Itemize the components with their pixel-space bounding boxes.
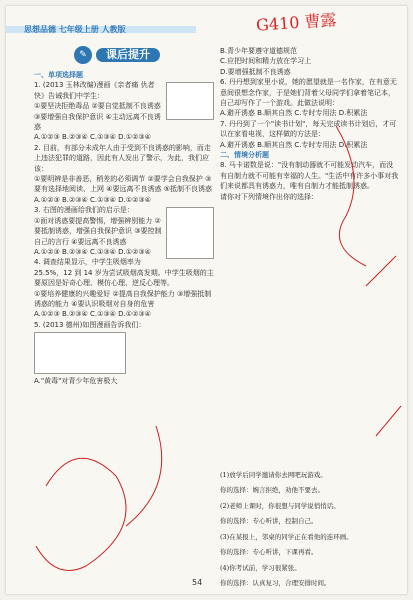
option-c: C.应把时间和精力放在学习上 <box>220 57 312 66</box>
question-8: 8. 马卡诺数是说："没有制动器就不可能发动汽车，而没有自制力就不可能有幸福的人生。"生活中有许多小事对我们来说都具有诱惑力，唯有自制力才能抵制诱惑。 <box>220 161 399 191</box>
question-2-items: ①要明辨是非善恶，稍差的必须调节 ②要学会自我保护 ③要有选择地阅读、上网 ④要远离不良诱惑 ⑤抵制不良诱惑 <box>34 175 213 194</box>
question-3-options: A.①②③ B.②③④ C.①③④ D.①②③④ <box>34 247 151 256</box>
handwritten-answers <box>220 464 400 594</box>
question-3-items: ①面对诱惑要提高警惕，增强辨别能力 ②要抵制诱惑，增强自我保护意识 ③要控制自己的言行 ④要远离不良诱惑 <box>34 216 162 246</box>
option-b: B.青少年要遵守道德规范 <box>220 47 298 55</box>
answer-line: (1)放学后同学邀请你去网吧玩游戏。 <box>220 470 327 479</box>
question-2-options: A.①②③ B.②③④ C.①③④ D.①②③④ <box>34 195 151 204</box>
handwritten-name: G410 曹露 <box>255 10 338 35</box>
pencil-icon: ✎ <box>74 46 92 64</box>
option-d: D.要增强抵制不良诱惑 <box>220 67 291 76</box>
answer-line: (3)在某报上，邻桌的同学正在看他的连环画。 <box>220 532 353 541</box>
question-6-options: A.避开诱惑 B.顺其自然 C.专时专用法 D.积累法 <box>220 109 368 118</box>
answer-line: 你的选择：婉言拒绝，劝他不要去。 <box>220 486 324 494</box>
question-2: 2. 目前，有部分未成年人由于受到不良诱惑的影响，而走上违法犯罪的道路，因此有人发出了警示，为此，我们应该： <box>34 143 211 173</box>
question-5-option-a: A."黄毒"对青少年危害极大 <box>34 377 118 386</box>
header-title: 思想品德 七年级上册 人教版 <box>24 25 126 34</box>
question-4: 4. 调查结果显示，中学生吸烟率为 25.5%，12 到 14 岁为尝试吸烟高发期。中学生吸烟的主要原因是好奇心理、模仿心理、逆反心理等。 <box>34 258 214 288</box>
question-4-options: A.①②③ B.②③④ C.①③④ D.①②③④ <box>34 310 151 319</box>
question-8-prompt: 请你对下列情境作出你的选择： <box>220 192 318 201</box>
page-number: 54 <box>192 578 203 587</box>
question-1-options: A.①②③ B.②③④ C.①③④ D.①②③④ <box>34 133 151 142</box>
right-column <box>220 46 400 202</box>
answer-line: 你的选择：专心听讲，下课再看。 <box>220 548 318 556</box>
answer-line: 你的选择：专心听讲，控制自己。 <box>220 517 318 525</box>
left-column <box>34 46 214 387</box>
section-banner <box>74 46 214 64</box>
answer-line: (2)老师上课时，你很想与同学说悄悄话。 <box>220 501 340 510</box>
question-5: 5. (2013 德州)如图漫画告诉我们： <box>34 320 146 329</box>
page-header <box>6 20 407 38</box>
cartoon-image <box>166 82 214 120</box>
answer-line: (4)你考试前，学习很紧张。 <box>220 563 301 572</box>
question-4-items: ①要培养健康的兴趣爱好 ②提高自我保护能力 ③增强抵制诱惑的能力 ④要认识吸烟对自身的危害 <box>34 289 212 308</box>
section-heading: 一、单项选择题 <box>34 71 83 79</box>
question-6: 6. 丹丹想到家里小说，她的愿望就是一名作家，在有意无意间很想念作家，于是她们背着父母同学们拿着笔记本，自己却写作了一个游戏。此做法说明： <box>220 78 397 108</box>
banner-title: 课后提升 <box>96 48 160 62</box>
question-7: 7. 丹丹到了一个"读书计划"，每天完成读书计划后，才可以在家看电视，这样做的方法是： <box>220 119 397 139</box>
question-3: 3. 右图的漫画给我们的启示是： <box>34 206 134 215</box>
section-heading-2: 二、情境分析题 <box>220 151 269 160</box>
question-1: 1. (2013 玉林改编)漫画《亲者痛 仇者快》告诫我们中学生： <box>34 81 155 100</box>
answer-line: 你的选择：认真复习，合理安排时间。 <box>220 579 331 587</box>
cartoon-image-2 <box>166 207 214 259</box>
workbook-page <box>6 6 407 594</box>
question-1-items: ①要坚决拒绝毒品 ②要自觉抵制不良诱惑 ③要增强自我保护意识 ④主动远离不良诱惑 <box>34 102 161 132</box>
question-7-options: A.避开诱惑 B.顺其自然 C.专时专用法 D.积累法 <box>220 140 368 149</box>
cartoon-image-3 <box>34 332 126 374</box>
